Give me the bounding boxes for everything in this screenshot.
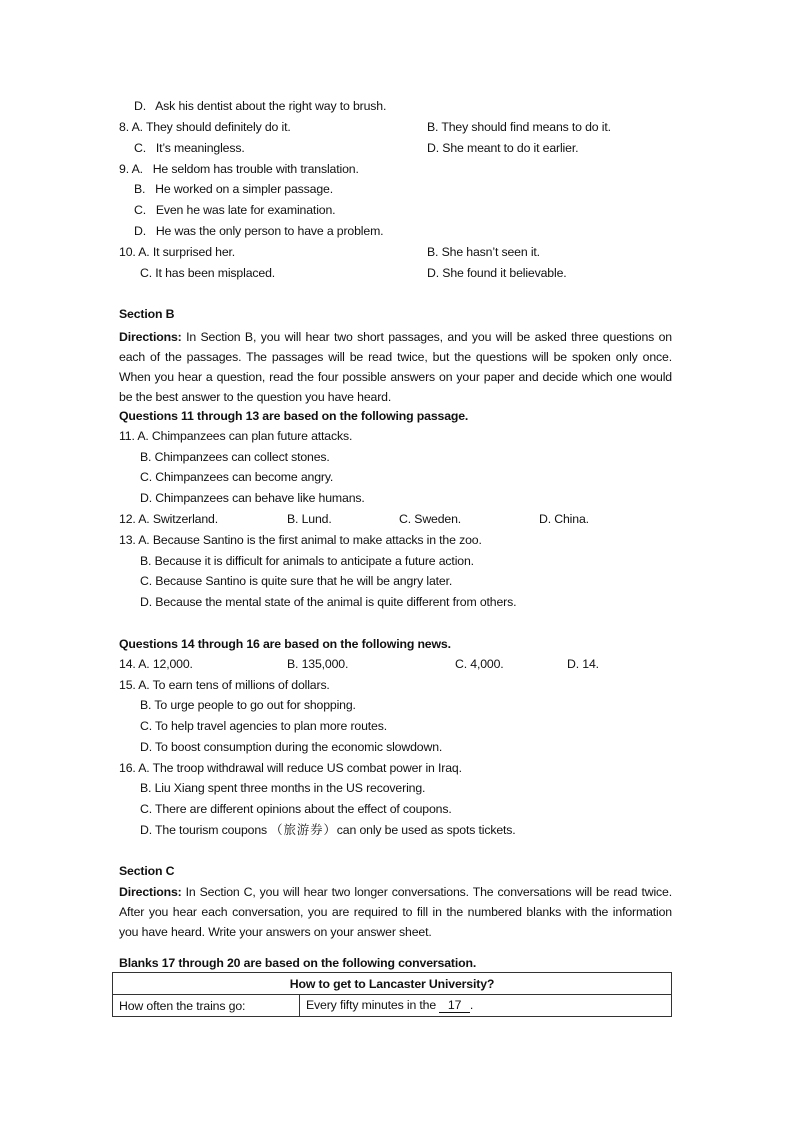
blank-number: 17 bbox=[447, 998, 462, 1012]
questions-14-16-heading: Questions 14 through 16 are based on the following news. bbox=[119, 637, 451, 651]
table-header-row bbox=[113, 973, 672, 995]
q8-option-b bbox=[427, 119, 611, 135]
q14-option-d: D. 14. bbox=[567, 657, 599, 671]
option-letter: A. bbox=[131, 120, 143, 134]
option-text: She meant to do it earlier. bbox=[442, 141, 579, 155]
q10-option-c bbox=[140, 265, 275, 281]
q9-option-b bbox=[134, 181, 333, 197]
q12-option-d: D. China. bbox=[539, 512, 589, 526]
directions-text: In Section C, you will hear two longer conversations. The conversations will be read twice. After you hear each conversation, you are required to fill in the numbered blanks with the information you have heard. Write your answers on your answer sheet. bbox=[119, 885, 672, 939]
question-number: 8. bbox=[119, 120, 129, 134]
q9-option-d bbox=[134, 223, 383, 239]
option-letter: C. bbox=[140, 266, 152, 280]
option-text: He seldom has trouble with translation. bbox=[152, 162, 359, 176]
row-label: How often the trains go: bbox=[113, 995, 300, 1017]
option-letter: B. bbox=[134, 182, 146, 196]
question-number: 14. bbox=[119, 657, 136, 671]
option-text-continued: can only be used as spots tickets. bbox=[336, 823, 516, 837]
q8-option-d bbox=[427, 140, 578, 156]
row-value-text: Every fifty minutes in the bbox=[306, 998, 440, 1012]
option-text: It has been misplaced. bbox=[155, 266, 276, 280]
q13-option-a bbox=[119, 532, 482, 548]
blanks-17-20-heading: Blanks 17 through 20 are based on the following conversation. bbox=[119, 956, 477, 970]
q11-option-d: D. Chimpanzees can behave like humans. bbox=[140, 491, 365, 505]
answer-blank-17[interactable] bbox=[439, 999, 469, 1013]
option-text: A. Chimpanzees can plan future attacks. bbox=[137, 429, 353, 443]
question-number: 12. bbox=[119, 512, 136, 526]
option-text: Even he was late for examination. bbox=[155, 203, 336, 217]
question-number: 9. bbox=[119, 162, 129, 176]
question-number: 13. bbox=[119, 533, 136, 547]
option-letter: B. bbox=[427, 120, 439, 134]
option-letter: D. bbox=[427, 266, 439, 280]
section-c-title: Section C bbox=[119, 864, 175, 878]
option-letter: C. bbox=[134, 203, 146, 217]
directions-label: Directions: bbox=[119, 330, 182, 344]
option-text: A. Because Santino is the first animal to make attacks in the zoo. bbox=[138, 533, 482, 547]
option-text: She hasn’t seen it. bbox=[441, 245, 540, 259]
row-value-end: . bbox=[469, 998, 474, 1012]
q14-option-a bbox=[119, 656, 193, 672]
directions-text: In Section B, you will hear two short passages, and you will be asked three questions on each of the passages. The passages will be read twice, but the questions will be spoken only once. When you hear a question, read the four possible answers on your paper and decide which one would be the best answer to the question you have heard. bbox=[119, 330, 672, 404]
directions-label: Directions: bbox=[119, 885, 182, 899]
question-number: 16. bbox=[119, 761, 136, 775]
q12-option-a bbox=[119, 511, 218, 527]
q11-option-c: C. Chimpanzees can become angry. bbox=[140, 470, 334, 484]
q10-option-a bbox=[119, 244, 235, 260]
option-text: He worked on a simpler passage. bbox=[155, 182, 333, 196]
section-c-directions bbox=[119, 882, 672, 942]
option-text: A. The troop withdrawal will reduce US combat power in Iraq. bbox=[138, 761, 462, 775]
option-text: He was the only person to have a problem. bbox=[155, 224, 384, 238]
option-letter: C. bbox=[134, 141, 146, 155]
q12-option-b: B. Lund. bbox=[287, 512, 332, 526]
option-text: They should definitely do it. bbox=[145, 120, 291, 134]
section-b-title: Section B bbox=[119, 307, 175, 321]
option-text: It’s meaningless. bbox=[155, 141, 245, 155]
question-number: 10. bbox=[119, 245, 136, 259]
q14-option-c: C. 4,000. bbox=[455, 657, 504, 671]
q15-option-b: B. To urge people to go out for shopping. bbox=[140, 698, 356, 712]
q11-option-b: B. Chimpanzees can collect stones. bbox=[140, 450, 330, 464]
q13-option-c: C. Because Santino is quite sure that he will be angry later. bbox=[140, 574, 453, 588]
table-title: How to get to Lancaster University? bbox=[113, 973, 672, 995]
q13-option-b: B. Because it is difficult for animals to anticipate a future action. bbox=[140, 554, 474, 568]
q8-option-a bbox=[119, 119, 291, 135]
questions-11-13-heading: Questions 11 through 13 are based on the following passage. bbox=[119, 409, 469, 423]
option-text: A. Switzerland. bbox=[138, 512, 219, 526]
q16-option-d bbox=[140, 822, 516, 838]
q15-option-c: C. To help travel agencies to plan more routes. bbox=[140, 719, 387, 733]
section-b-directions bbox=[119, 327, 672, 407]
option-text: It surprised her. bbox=[152, 245, 236, 259]
q16-option-a bbox=[119, 760, 462, 776]
option-text: Ask his dentist about the right way to brush. bbox=[155, 99, 387, 113]
option-letter: B. bbox=[427, 245, 439, 259]
option-text: They should find means to do it. bbox=[441, 120, 611, 134]
question-number: 15. bbox=[119, 678, 136, 692]
option-letter: D. bbox=[427, 141, 439, 155]
q11-option-a bbox=[119, 428, 352, 444]
option-text: D. The tourism coupons bbox=[140, 823, 271, 837]
q9-option-a bbox=[119, 161, 359, 177]
q10-option-d bbox=[427, 265, 567, 281]
q16-option-b: B. Liu Xiang spent three months in the US recovering. bbox=[140, 781, 426, 795]
q13-option-d: D. Because the mental state of the animal is quite different from others. bbox=[140, 595, 517, 609]
q10-option-b bbox=[427, 244, 540, 260]
blanks-table bbox=[112, 972, 672, 1017]
q8-option-c bbox=[134, 140, 245, 156]
option-letter: D. bbox=[134, 99, 146, 113]
q16-option-c: C. There are different opinions about the effect of coupons. bbox=[140, 802, 452, 816]
option-letter: D. bbox=[134, 224, 146, 238]
table-row bbox=[113, 995, 672, 1017]
option-text: She found it believable. bbox=[442, 266, 567, 280]
q15-option-d: D. To boost consumption during the economic slowdown. bbox=[140, 740, 443, 754]
q9-option-c bbox=[134, 202, 335, 218]
q14-option-b: B. 135,000. bbox=[287, 657, 349, 671]
option-text: A. To earn tens of millions of dollars. bbox=[138, 678, 330, 692]
q12-option-c: C. Sweden. bbox=[399, 512, 462, 526]
q15-option-a bbox=[119, 677, 330, 693]
option-letter: A. bbox=[131, 162, 143, 176]
option-letter: A. bbox=[138, 245, 150, 259]
q7-option-d bbox=[134, 98, 386, 114]
chinese-annotation: （旅游券） bbox=[270, 823, 337, 837]
option-text: A. 12,000. bbox=[138, 657, 193, 671]
question-number: 11. bbox=[119, 429, 135, 443]
row-value bbox=[300, 995, 672, 1017]
